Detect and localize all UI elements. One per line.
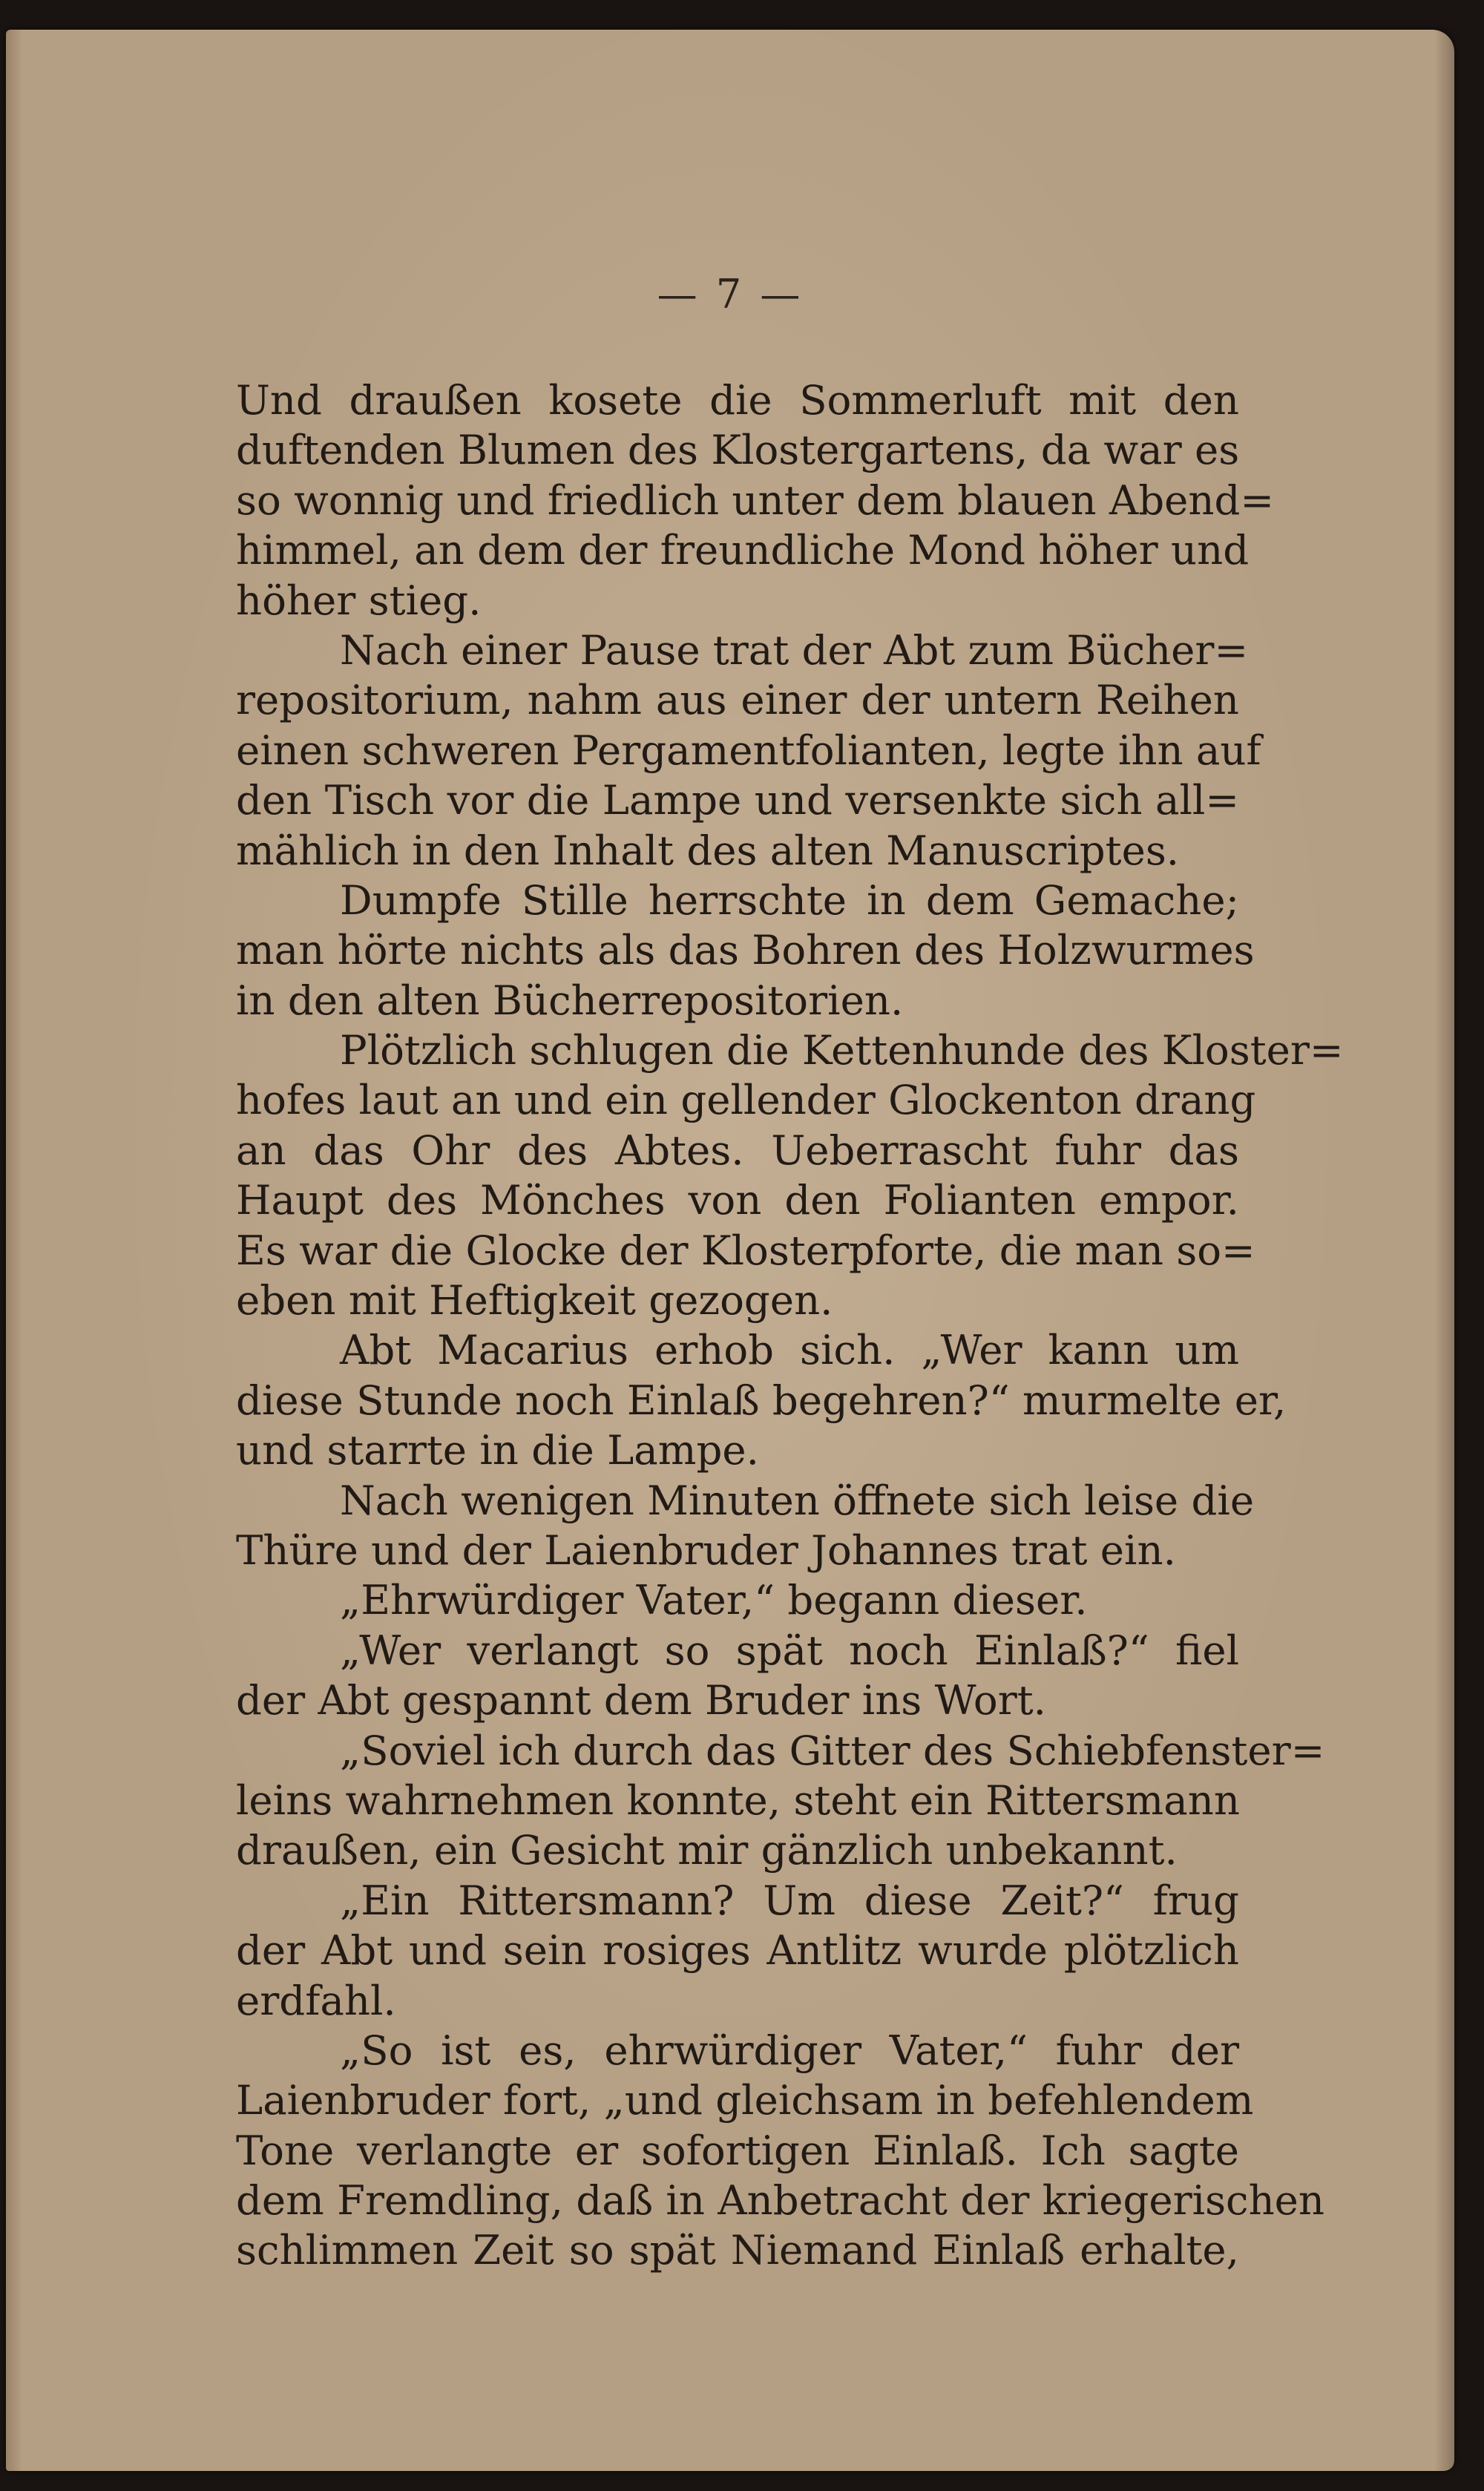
text-line: an das Ohr des Abtes. Ueberrascht fuhr das (236, 1126, 1239, 1174)
text-line: himmel, an dem der freundliche Mond höher und (236, 526, 1250, 574)
text-line: der Abt gespannt dem Bruder ins Wort. (236, 1676, 1046, 1724)
text-line: der Abt und sein rosiges Antlitz wurde plötzlich (236, 1926, 1239, 1975)
text-line: „Soviel ich durch das Gitter des Schiebfenster= (340, 1726, 1325, 1774)
text-line: „Ehrwürdiger Vater,“ begann dieser. (340, 1576, 1088, 1624)
text-line: mählich in den Inhalt des alten Manuscriptes. (236, 826, 1180, 874)
text-line: Laienbruder fort, „und gleichsam in befehlendem (236, 2076, 1254, 2124)
text-line: erdfahl. (236, 1976, 396, 2024)
text-line: einen schweren Pergamentfolianten, legte ihn auf (236, 726, 1261, 774)
text-line: Plötzlich schlugen die Kettenhunde des Kloster= (340, 1026, 1344, 1074)
text-line: Abt Macarius erhob sich. „Wer kann um (340, 1326, 1239, 1374)
text-line: „So ist es, ehrwürdiger Vater,“ fuhr der (340, 2026, 1239, 2074)
body-text (236, 375, 1344, 2276)
text-line: schlimmen Zeit so spät Niemand Einlaß erhalte, (236, 2226, 1239, 2274)
text-line: Nach einer Pause trat der Abt zum Bücher= (340, 626, 1249, 674)
text-line: Es war die Glocke der Klosterpforte, die man so= (236, 1226, 1255, 1274)
text-line: repositorium, nahm aus einer der untern Reihen (236, 676, 1239, 724)
text-line: draußen, ein Gesicht mir gänzlich unbekannt. (236, 1826, 1178, 1874)
text-line: dem Fremdling, daß in Anbetracht der kriegerischen (236, 2176, 1325, 2225)
text-line: man hörte nichts als das Bohren des Holzwurmes (236, 926, 1255, 974)
text-line: hofes laut an und ein gellender Glockenton drang (236, 1076, 1256, 1124)
page-number: — 7 — (657, 271, 804, 318)
text-line: so wonnig und friedlich unter dem blauen Abend= (236, 476, 1275, 524)
text-line: und starrte in die Lampe. (236, 1426, 759, 1474)
text-line: leins wahrnehmen konnte, steht ein Rittersmann (236, 1776, 1240, 1824)
text-line: in den alten Bücherrepositorien. (236, 976, 904, 1024)
text-line: duftenden Blumen des Klostergartens, da war es (236, 426, 1240, 474)
text-line: Tone verlangte er sofortigen Einlaß. Ich sagte (236, 2126, 1239, 2174)
text-line: höher stieg. (236, 576, 482, 624)
text-line: diese Stunde noch Einlaß begehren?“ murmelte er, (236, 1376, 1287, 1424)
text-line: den Tisch vor die Lampe und versenkte sich all= (236, 776, 1239, 824)
text-line: Und draußen kosete die Sommerluft mit den (236, 376, 1239, 424)
text-line: „Ein Rittersmann? Um diese Zeit?“ frug (340, 1876, 1239, 1924)
text-line: Haupt des Mönches von den Folianten empor. (236, 1176, 1239, 1224)
text-line: Nach wenigen Minuten öffnete sich leise die (340, 1476, 1255, 1524)
text-line: „Wer verlangt so spät noch Einlaß?“ fiel (340, 1626, 1239, 1674)
text-line: Dumpfe Stille herrschte in dem Gemache; (340, 876, 1239, 924)
text-line: eben mit Heftigkeit gezogen. (236, 1276, 833, 1325)
book-page (6, 30, 1454, 2471)
text-line: Thüre und der Laienbruder Johannes trat ein. (236, 1526, 1176, 1574)
